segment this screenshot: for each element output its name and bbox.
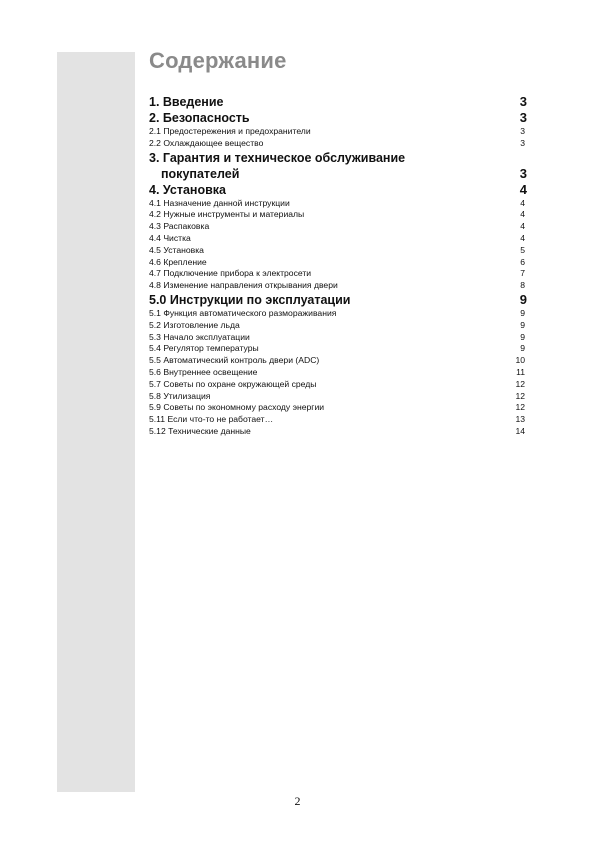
toc-subsection-entry	[149, 343, 527, 355]
toc-entry-label: 5.6 Внутреннее освещение	[149, 366, 258, 377]
toc-entry-page: 9	[520, 343, 525, 354]
left-margin-band	[57, 52, 135, 792]
toc-subsection-entry	[149, 379, 527, 391]
toc-subsection-entry	[149, 209, 527, 221]
toc-entry-page: 9	[520, 331, 525, 342]
toc-section-entry	[149, 292, 527, 308]
toc-entry-page: 10	[515, 355, 525, 366]
toc-entry-label: 2. Безопасность	[149, 111, 250, 125]
toc-subsection-entry	[149, 367, 527, 379]
toc-entry-label: 4.3 Распаковка	[149, 221, 210, 232]
toc-entry-page: 4	[520, 221, 525, 232]
toc-entry-label: 4.7 Подключение прибора к электросети	[149, 268, 312, 279]
toc-entry-label: покупателей	[161, 166, 240, 181]
table-of-contents	[149, 94, 527, 438]
toc-section-entry	[149, 110, 527, 126]
toc-section-entry	[149, 94, 527, 110]
toc-subsection-entry	[149, 245, 527, 257]
toc-entry-label: 5.7 Советы по охране окружающей среды	[149, 378, 317, 389]
toc-entry-page: 12	[515, 402, 525, 413]
toc-entry-label: 3. Гарантия и техническое обслуживание	[149, 150, 406, 165]
toc-section-entry	[149, 150, 527, 166]
toc-entry-page: 9	[520, 319, 525, 330]
toc-subsection-entry	[149, 414, 527, 426]
toc-section-entry	[149, 182, 527, 198]
toc-subsection-entry	[149, 233, 527, 245]
toc-entry-label: 4. Установка	[149, 182, 226, 197]
toc-entry-label: 4.6 Крепление	[149, 256, 207, 267]
toc-entry-page: 12	[515, 378, 525, 389]
toc-entry-label: 1. Введение	[149, 95, 224, 109]
toc-entry-page: 7	[520, 268, 525, 279]
toc-subsection-entry	[149, 138, 527, 150]
toc-subsection-entry	[149, 257, 527, 269]
toc-subsection-entry	[149, 332, 527, 344]
toc-entry-page: 14	[515, 425, 525, 436]
toc-subsection-entry	[149, 391, 527, 403]
toc-entry-label: 5.11 Если что-то не работает…	[149, 414, 274, 425]
toc-title: Содержание	[149, 48, 287, 73]
toc-entry-page: 13	[515, 414, 525, 425]
toc-entry-page: 9	[520, 307, 525, 318]
toc-entry-page: 4	[520, 209, 525, 220]
toc-entry-label: 4.2 Нужные инструменты и материалы	[149, 209, 305, 220]
toc-entry-label: 5.0 Инструкции по эксплуатации	[149, 292, 351, 307]
toc-subsection-entry	[149, 355, 527, 367]
toc-entry-label: 2.1 Предостережения и предохранители	[149, 126, 311, 136]
toc-subsection-entry	[149, 280, 527, 292]
toc-section-entry	[149, 166, 527, 182]
toc-subsection-entry	[149, 126, 527, 138]
toc-entry-page: 12	[515, 390, 525, 401]
toc-entry-page: 4	[520, 197, 525, 208]
toc-entry-page: 3	[519, 110, 527, 125]
toc-entry-label: 5.9 Советы по экономному расходу энергии	[149, 402, 325, 413]
toc-entry-page: 9	[519, 291, 527, 307]
toc-entry-page: 3	[520, 137, 525, 148]
toc-entry-label: 5.5 Автоматический контроль двери (ADC)	[149, 355, 320, 366]
toc-entry-label: 5.1 Функция автоматического размораживания	[149, 307, 337, 318]
toc-entry-label: 4.8 Изменение направления открывания двери	[149, 280, 338, 291]
toc-entry-page: 6	[520, 256, 525, 267]
toc-subsection-entry	[149, 268, 527, 280]
toc-entry-label: 2.2 Охлаждающее вещество	[149, 137, 264, 148]
toc-entry-page: 11	[516, 366, 525, 377]
toc-entry-label: 5.12 Технические данные	[149, 425, 251, 436]
toc-entry-label: 4.5 Установка	[149, 244, 204, 255]
toc-entry-label: 4.1 Назначение данной инструкции	[149, 197, 290, 208]
page-number: 2	[294, 794, 301, 808]
toc-entry-page: 3	[520, 126, 525, 136]
toc-entry-page: 4	[520, 232, 525, 243]
toc-entry-page: 8	[520, 280, 525, 291]
toc-entry-page: 4	[519, 181, 527, 197]
toc-entry-page: 5	[520, 244, 525, 255]
toc-subsection-entry	[149, 308, 527, 320]
toc-entry-page: 3	[519, 165, 527, 181]
toc-entry-label: 5.2 Изготовление льда	[149, 319, 240, 330]
toc-subsection-entry	[149, 320, 527, 332]
toc-subsection-entry	[149, 221, 527, 233]
toc-subsection-entry	[149, 426, 527, 438]
toc-entry-page: 3	[519, 94, 527, 109]
toc-entry-label: 4.4 Чистка	[149, 232, 191, 243]
toc-entry-label: 5.3 Начало эксплуатации	[149, 331, 250, 342]
toc-subsection-entry	[149, 198, 527, 210]
toc-entry-label: 5.8 Утилизация	[149, 390, 211, 401]
toc-entry-label: 5.4 Регулятор температуры	[149, 343, 259, 354]
toc-subsection-entry	[149, 402, 527, 414]
